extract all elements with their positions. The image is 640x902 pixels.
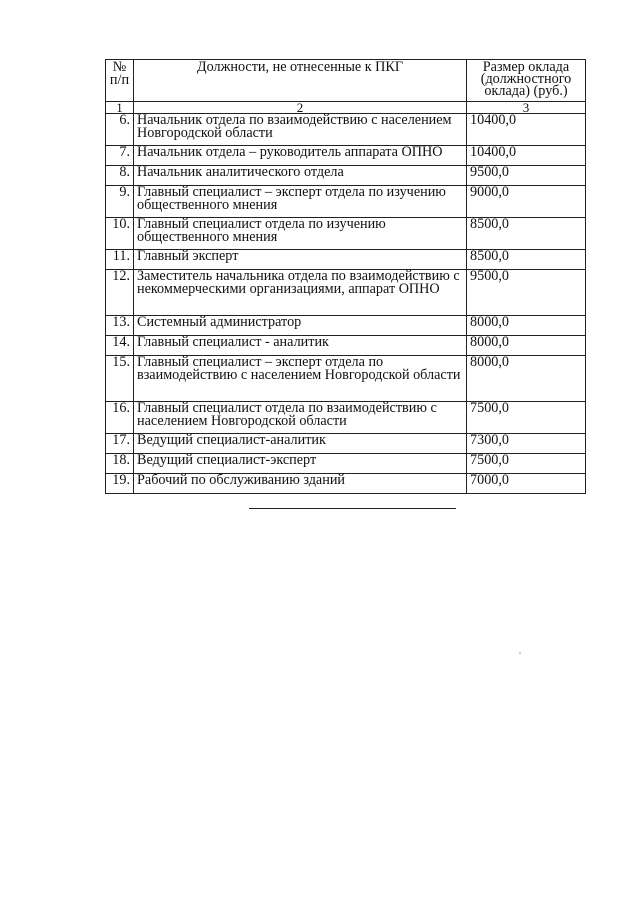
row-position: Главный специалист – эксперт отдела по изучению общественного мнения <box>134 186 467 218</box>
row-number: 11. <box>106 250 134 270</box>
row-salary: 9500,0 <box>467 270 586 316</box>
row-salary: 9000,0 <box>467 186 586 218</box>
row-position: Главный специалист - аналитик <box>134 336 467 356</box>
header-num: № п/п <box>106 60 134 102</box>
row-salary: 8500,0 <box>467 250 586 270</box>
row-salary: 8000,0 <box>467 316 586 336</box>
table-row <box>106 434 586 454</box>
row-salary: 9500,0 <box>467 166 586 186</box>
table-row <box>106 250 586 270</box>
row-number: 15. <box>106 356 134 402</box>
column-number: 1 <box>106 102 134 114</box>
table-row <box>106 166 586 186</box>
row-position: Ведущий специалист-аналитик <box>134 434 467 454</box>
row-position: Ведущий специалист-эксперт <box>134 454 467 474</box>
row-salary: 10400,0 <box>467 114 586 146</box>
row-number: 19. <box>106 474 134 494</box>
row-number: 12. <box>106 270 134 316</box>
table-row <box>106 316 586 336</box>
row-position: Заместитель начальника отдела по взаимодействию с некоммерческими организациями, аппарат ОПНО <box>134 270 467 316</box>
row-position: Главный эксперт <box>134 250 467 270</box>
row-number: 10. <box>106 218 134 250</box>
header-position: Должности, не отнесенные к ПКГ <box>134 60 467 102</box>
scan-speck <box>519 652 521 654</box>
row-number: 14. <box>106 336 134 356</box>
table-header-row <box>106 60 586 102</box>
row-number: 16. <box>106 402 134 434</box>
column-number: 3 <box>467 102 586 114</box>
table-row <box>106 114 586 146</box>
row-number: 6. <box>106 114 134 146</box>
row-number: 18. <box>106 454 134 474</box>
row-position: Начальник аналитического отдела <box>134 166 467 186</box>
table-row <box>106 402 586 434</box>
row-salary: 8000,0 <box>467 356 586 402</box>
table-row <box>106 336 586 356</box>
column-number: 2 <box>134 102 467 114</box>
table-row <box>106 270 586 316</box>
row-position: Системный администратор <box>134 316 467 336</box>
table-row <box>106 146 586 166</box>
row-position: Главный специалист отдела по изучению общественного мнения <box>134 218 467 250</box>
salary-table <box>105 59 586 494</box>
row-number: 8. <box>106 166 134 186</box>
row-salary: 7000,0 <box>467 474 586 494</box>
table-row <box>106 186 586 218</box>
row-number: 13. <box>106 316 134 336</box>
table-row <box>106 218 586 250</box>
row-salary: 8500,0 <box>467 218 586 250</box>
closing-rule-line <box>249 508 456 509</box>
row-number: 7. <box>106 146 134 166</box>
row-salary: 8000,0 <box>467 336 586 356</box>
table-row <box>106 474 586 494</box>
header-salary: Размер оклада (должностного оклада) (руб.) <box>467 60 586 102</box>
row-salary: 10400,0 <box>467 146 586 166</box>
row-position: Главный специалист – эксперт отдела по взаимодействию с населением Новгородской области <box>134 356 467 402</box>
row-salary: 7500,0 <box>467 402 586 434</box>
row-salary: 7300,0 <box>467 434 586 454</box>
row-salary: 7500,0 <box>467 454 586 474</box>
row-position: Главный специалист отдела по взаимодействию с населением Новгородской области <box>134 402 467 434</box>
row-position: Начальник отдела – руководитель аппарата ОПНО <box>134 146 467 166</box>
table-row <box>106 454 586 474</box>
row-position: Начальник отдела по взаимодействию с населением Новгородской области <box>134 114 467 146</box>
row-number: 9. <box>106 186 134 218</box>
table-row <box>106 356 586 402</box>
row-number: 17. <box>106 434 134 454</box>
row-position: Рабочий по обслуживанию зданий <box>134 474 467 494</box>
